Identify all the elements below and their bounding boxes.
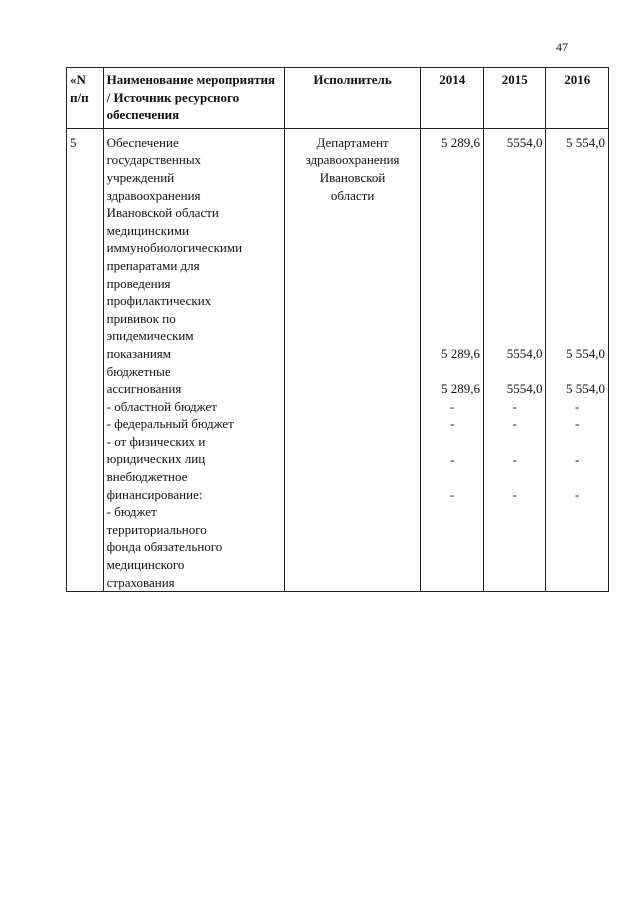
row-executor-cell [284,128,421,591]
executor-line: Департамент [316,134,389,150]
name-line: показаниям [106,345,171,361]
name-line: эпидемическим [106,328,194,344]
value-regional-2014: 5 289,6 [440,381,480,397]
header-2016: 2016 [546,68,609,129]
header-executor: Исполнитель [284,68,421,129]
header-2014: 2014 [421,68,483,129]
name-line: - бюджет [106,504,157,520]
name-line: - от физических и [106,433,206,449]
name-line: фонда обязательного [106,539,223,555]
value-budget-2014: 5 289,6 [440,345,480,361]
value-tfoms-2014: - [450,486,455,502]
header-name: Наименование мероприятия / Источник ресурсного обеспечения [103,68,284,129]
name-line: профилактических [106,293,212,309]
row-2015-cell [483,128,545,591]
name-line: учреждений [106,169,175,185]
value-tfoms-2015: - [512,486,517,502]
page-number: 47 [556,40,568,54]
name-line: территориального [106,521,207,537]
value-individuals-2014: - [450,416,455,432]
value-total-2014: 5 289,6 [440,134,480,150]
value-extrabudget-2015: - [512,451,517,467]
value-total-2016: 5 554,0 [566,134,605,150]
name-line: государственных [106,152,202,168]
name-line: здравоохранения [106,187,201,203]
value-individuals-2016: - [575,416,580,432]
name-line: юридических лиц [106,451,206,467]
program-table [66,67,609,592]
value-federal-2015: - [512,398,517,414]
value-regional-2015: 5554,0 [506,381,543,397]
name-line: медицинскими [106,222,190,238]
table-row [67,128,609,591]
row-2016-cell [546,128,609,591]
name-line: внебюджетное [106,469,188,485]
executor-line: Ивановской [319,169,386,185]
name-line: препаратами для [106,257,200,273]
value-extrabudget-2016: - [575,451,580,467]
name-line: страхования [106,574,175,590]
name-line: Обеспечение [106,134,179,150]
name-line: медицинского [106,557,185,573]
name-line: проведения [106,275,171,291]
value-regional-2016: 5 554,0 [566,381,605,397]
name-line: финансирование: [106,486,203,502]
row-2014-cell [421,128,483,591]
name-line: - областной бюджет [106,398,217,414]
name-line: иммунобиологическими [106,240,243,256]
value-individuals-2015: - [512,416,517,432]
value-federal-2016: - [575,398,580,414]
row-num: 5 [67,128,104,591]
value-extrabudget-2014: - [450,451,455,467]
value-tfoms-2016: - [575,486,580,502]
table-header-row [67,68,609,129]
executor-line: области [330,187,375,203]
executor-line: здравоохранения [305,152,400,168]
value-federal-2014: - [450,398,455,414]
name-line: - федеральный бюджет [106,416,234,432]
row-name-cell [103,128,284,591]
header-num: «N п/п [67,68,104,129]
header-2015: 2015 [483,68,545,129]
value-budget-2015: 5554,0 [506,345,543,361]
value-budget-2016: 5 554,0 [566,345,605,361]
name-line: прививок по [106,310,176,326]
name-line: Ивановской области [106,205,219,221]
name-line: ассигнования [106,381,182,397]
value-total-2015: 5554,0 [506,134,543,150]
name-line: бюджетные [106,363,171,379]
